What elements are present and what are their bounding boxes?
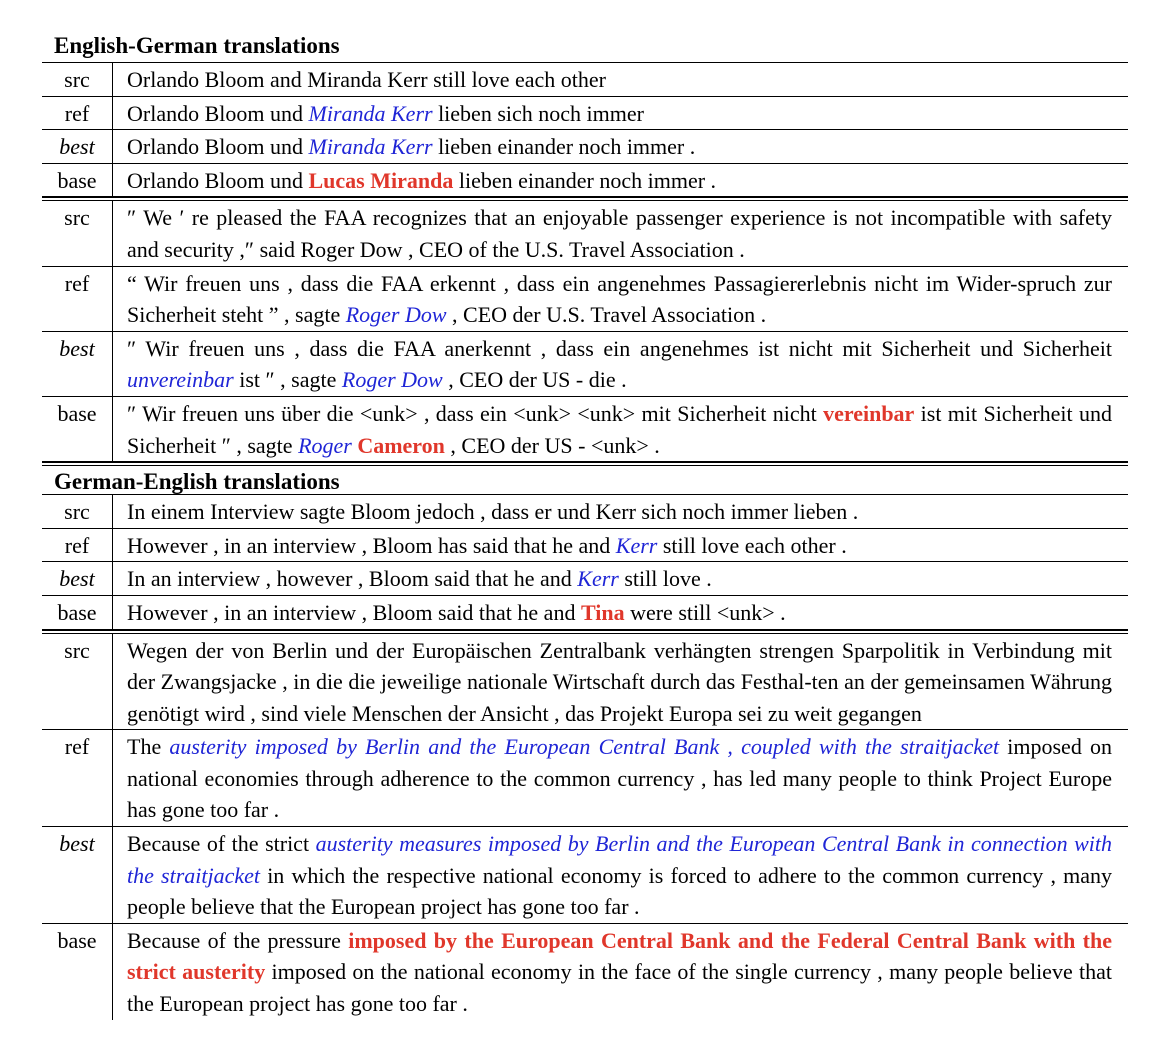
table-row xyxy=(42,397,1128,462)
row-text xyxy=(113,332,1128,396)
row-text xyxy=(113,63,1128,96)
text-segment: ″ Wir freuen uns über die <unk> , dass ein <unk> <unk> mit Sicherheit nicht xyxy=(127,400,824,426)
text-segment: ″ Wir freuen uns , dass die FAA anerkennt , dass ein angenehmes ist nicht mit Sicherheit und Sicherheit xyxy=(127,335,1112,361)
table-row xyxy=(42,730,1128,827)
row-label: base xyxy=(42,397,113,461)
text-segment: ist mit Sicherheit und Sicherheit ″ , sagte xyxy=(127,400,1112,458)
text-segment: Orlando Bloom und xyxy=(127,100,309,126)
row-text xyxy=(113,397,1128,461)
row-text xyxy=(113,97,1128,130)
table-row xyxy=(42,164,1128,198)
text-segment: in which the respective national economy is forced to adhere to the common currency , many people believe that the European project has gone too far . xyxy=(127,862,1113,920)
row-label: best xyxy=(42,827,113,923)
text-segment: still love . xyxy=(618,566,712,592)
table-row xyxy=(42,97,1128,131)
row-label: src xyxy=(42,201,113,265)
translation-table xyxy=(42,30,1128,1020)
text-segment: imposed on national economies through adherence to the common currency , has led many people to think Project Europe has gone too far . xyxy=(127,734,1113,823)
row-text xyxy=(113,495,1128,528)
table-row xyxy=(42,130,1128,164)
row-label: src xyxy=(42,634,113,730)
text-segment: ″ We ′ re pleased the FAA recognizes that an enjoyable passenger experience is not incompatible with safety and security ,″ said Roger Dow , CEO of the U.S. Travel Association . xyxy=(127,205,1112,262)
mistranslated-entity: Lucas Miranda xyxy=(308,167,454,193)
row-label: ref xyxy=(42,97,113,130)
matched-entity: Roger Dow xyxy=(341,367,443,393)
row-label: src xyxy=(42,63,113,96)
text-segment: However , in an interview , Bloom has said that he and xyxy=(127,532,616,558)
row-label: ref xyxy=(42,730,113,826)
table-row xyxy=(42,924,1128,1020)
text-segment: Orlando Bloom und xyxy=(127,167,309,193)
text-segment: Because of the strict xyxy=(127,831,316,857)
matched-entity: Roger xyxy=(298,432,352,458)
text-segment: lieben einander noch immer . xyxy=(453,167,717,193)
text-segment: were still <unk> . xyxy=(624,599,786,625)
row-text xyxy=(113,827,1128,923)
table-row xyxy=(42,827,1128,924)
table-row xyxy=(42,62,1128,97)
mistranslated-entity: Tina xyxy=(580,599,625,625)
text-segment: However , in an interview , Bloom said that he and xyxy=(127,599,581,625)
mistranslated-entity: Cameron xyxy=(357,432,445,458)
text-segment: still love each other . xyxy=(657,532,847,558)
text-segment: In an interview , however , Bloom said that he and xyxy=(127,566,578,592)
text-segment: Wegen der von Berlin und der Europäischen Zentralbank verhängten strengen Sparpolitik in Verbindung mit der Zwangsjacke , in die die jeweilige nationale Wirtschaft durch das Festhal-ten an der gemeinsamen Währung genötigt wird , sind viele Menschen der Ansicht , das Projekt Europa sei zu weit gegangen xyxy=(127,637,1112,726)
row-label: base xyxy=(42,596,113,629)
row-text xyxy=(113,201,1128,265)
text-segment: lieben sich noch immer xyxy=(432,100,644,126)
text-segment: The xyxy=(127,734,170,760)
table-row xyxy=(42,529,1128,563)
matched-entity: austerity measures imposed by Berlin and the European Central Bank in connection with the straitjacket xyxy=(127,831,1112,888)
text-segment: lieben einander noch immer . xyxy=(432,134,696,160)
row-text xyxy=(113,529,1128,562)
table-row xyxy=(42,562,1128,596)
mistranslated-entity: vereinbar xyxy=(823,400,915,426)
text-segment: , CEO der U.S. Travel Association . xyxy=(446,302,767,328)
matched-entity: Kerr xyxy=(577,566,619,592)
matched-entity: Miranda Kerr xyxy=(308,100,433,126)
matched-entity: unvereinbar xyxy=(127,367,234,393)
table-row xyxy=(42,596,1128,630)
text-segment: Orlando Bloom und xyxy=(127,134,309,160)
row-label: best xyxy=(42,332,113,396)
text-segment: Because of the pressure xyxy=(127,927,349,953)
row-label: src xyxy=(42,495,113,528)
table-row xyxy=(42,197,1128,266)
section-title: German-English translations xyxy=(42,462,1128,494)
text-segment: “ Wir freuen uns , dass die FAA erkennt , dass ein angenehmes Passagiererlebnis nicht im Wider-spruch zur Sicherheit steht ” , sagte xyxy=(127,270,1112,328)
section-title: English-German translations xyxy=(54,33,340,58)
text-segment: , CEO der US - die . xyxy=(442,367,627,393)
matched-entity: Miranda Kerr xyxy=(308,134,433,160)
mistranslated-entity: imposed by the European Central Bank and the Federal Central Bank with the strict austerity xyxy=(127,927,1112,985)
row-text xyxy=(113,596,1128,629)
text-segment: imposed on the national economy in the face of the single currency , many people believe that the European project has gone too far . xyxy=(127,959,1112,1017)
matched-entity: Roger Dow xyxy=(345,302,447,328)
row-label: base xyxy=(42,164,113,197)
text-segment: Orlando Bloom and Miranda Kerr still love each other xyxy=(127,67,606,92)
row-label: ref xyxy=(42,267,113,331)
matched-entity: austerity imposed by Berlin and the European Central Bank , coupled with the straitjacket xyxy=(169,734,1000,760)
matched-entity: Kerr xyxy=(615,532,658,558)
table-row xyxy=(42,267,1128,332)
row-label: best xyxy=(42,130,113,163)
row-text xyxy=(113,562,1128,595)
row-label: base xyxy=(42,924,113,1020)
table-row xyxy=(42,630,1128,731)
table-row xyxy=(42,494,1128,529)
text-segment: ist ″ , sagte xyxy=(233,367,342,393)
row-text xyxy=(113,164,1128,197)
row-text xyxy=(113,634,1128,730)
row-label: best xyxy=(42,562,113,595)
text-segment: , CEO der US - <unk> . xyxy=(444,432,660,458)
row-text xyxy=(113,730,1128,826)
text-segment: In einem Interview sagte Bloom jedoch , dass er und Kerr sich noch immer lieben . xyxy=(127,499,859,525)
table-row xyxy=(42,332,1128,397)
row-text xyxy=(113,924,1128,1020)
row-text xyxy=(113,267,1128,331)
row-text xyxy=(113,130,1128,163)
row-label: ref xyxy=(42,529,113,562)
